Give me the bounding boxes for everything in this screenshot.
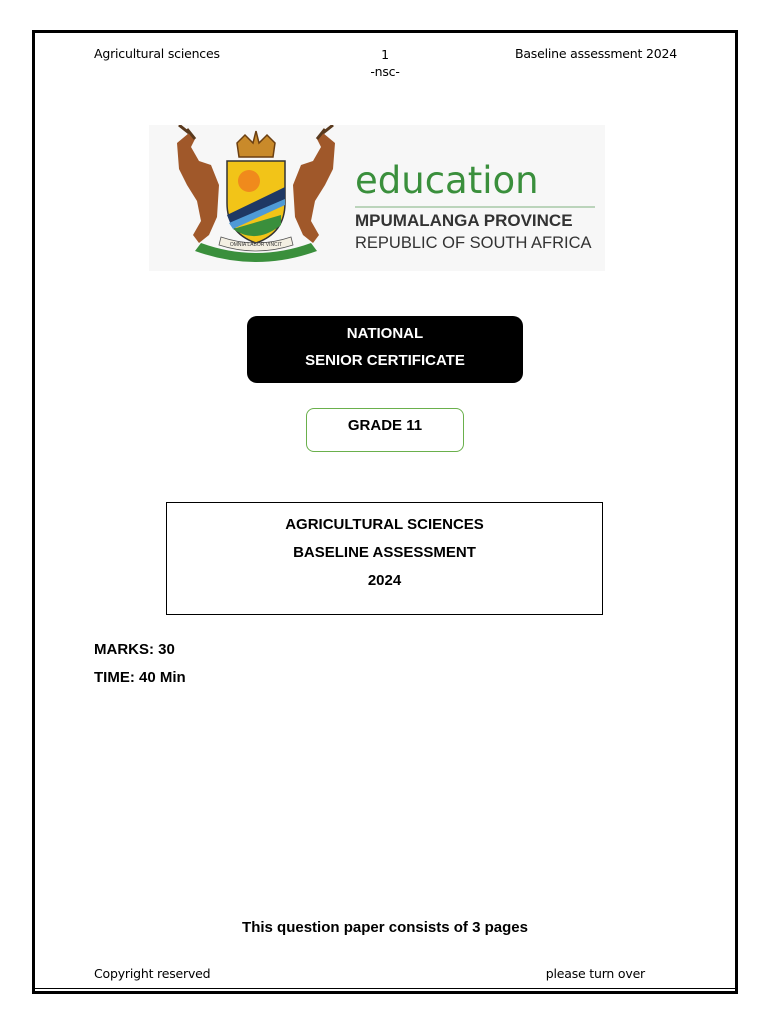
page-count-note: This question paper consists of 3 pages [242,919,528,936]
grade-box [306,408,464,452]
logo-country: REPUBLIC OF SOUTH AFRICA [355,234,592,252]
subject-title: AGRICULTURAL SCIENCES [285,516,484,533]
national-senior-certificate-box [247,316,523,383]
header-nsc: -nsc- [370,64,400,79]
footer-turn-over: please turn over [545,966,645,981]
marks-label: MARKS: 30 [94,641,175,658]
logo-province: MPUMALANGA PROVINCE [355,211,573,230]
header-page-number: 1 [381,47,389,62]
certificate-line-2: SENIOR CERTIFICATE [305,352,465,369]
coat-of-arms-icon [149,125,605,271]
page-border [32,30,738,994]
time-label: TIME: 40 Min [94,669,186,686]
subject-box [166,502,603,615]
certificate-line-1: NATIONAL [346,325,424,342]
header-assessment: Baseline assessment 2024 [514,46,677,61]
logo-word: education [355,159,539,202]
education-logo [149,125,605,271]
grade-label: GRADE 11 [347,417,423,434]
logo-motto: OMNIA LABOR VINCIT [229,242,283,248]
header-subject: Agricultural sciences [94,46,220,61]
assessment-title: BASELINE ASSESSMENT [293,544,476,561]
assessment-year: 2024 [367,572,402,589]
footer-copyright: Copyright reserved [94,966,211,981]
